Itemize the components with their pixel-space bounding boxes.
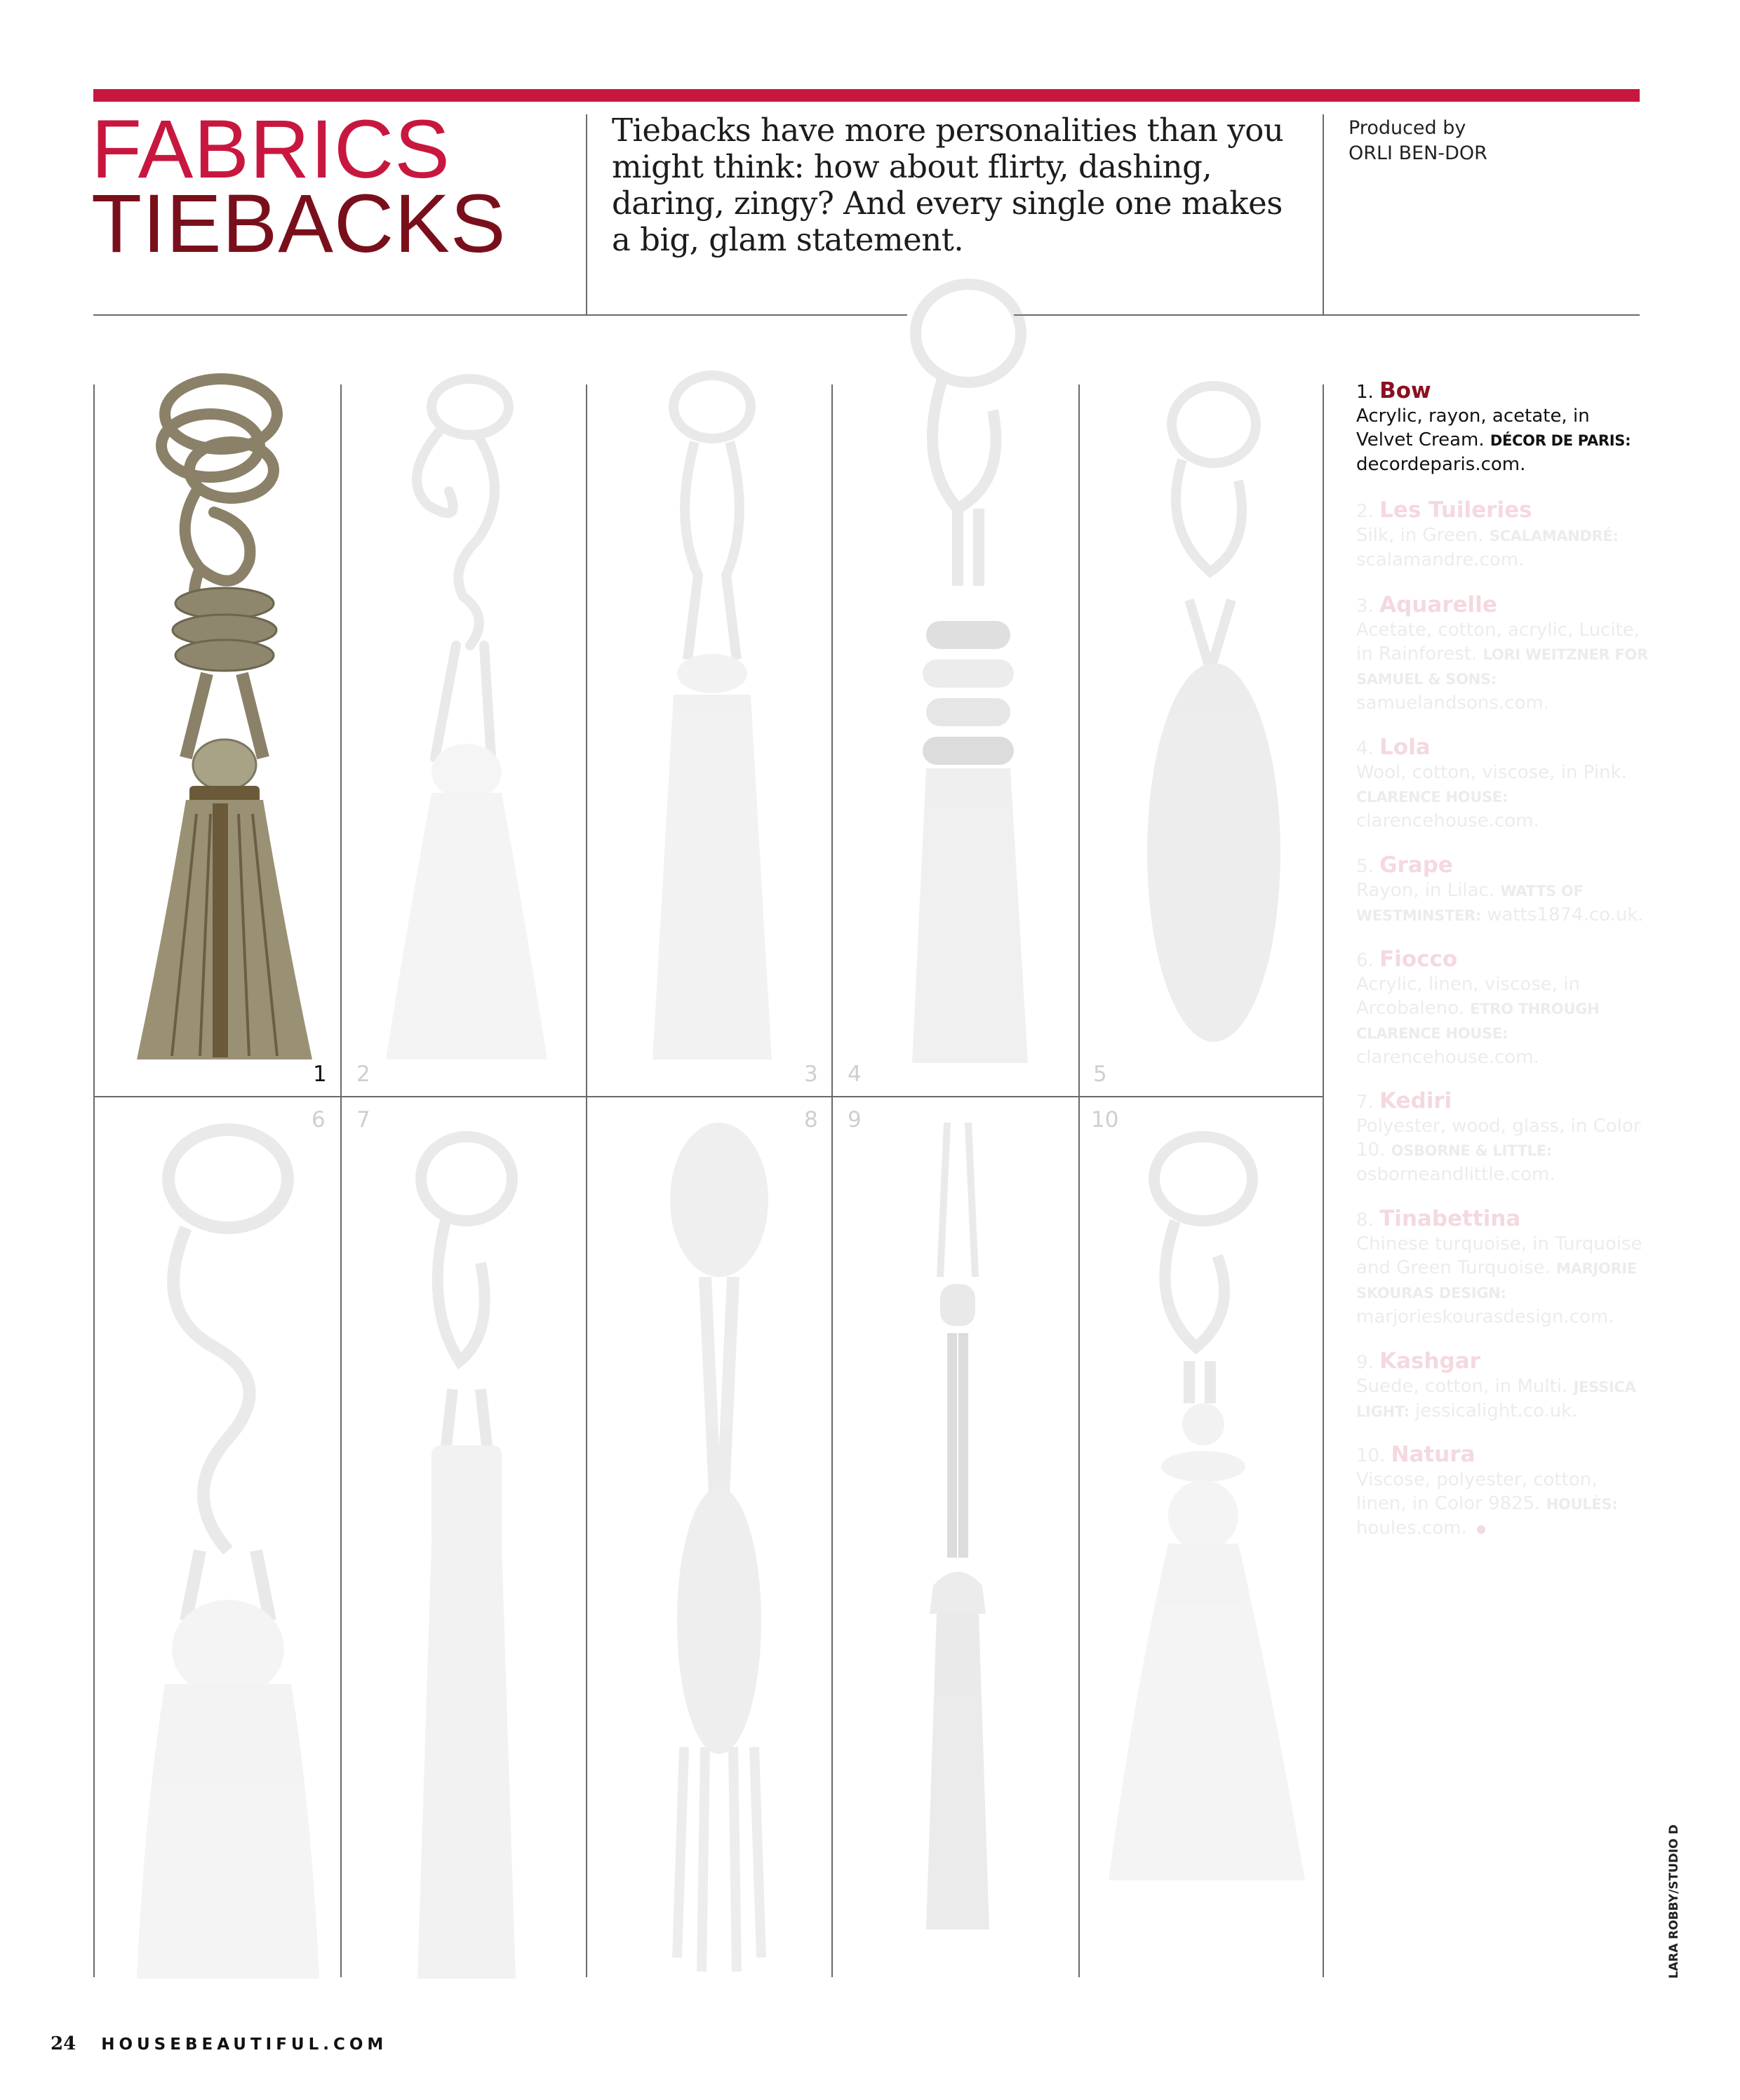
tieback-image-natura <box>1105 1123 1309 1880</box>
item-number: 3. <box>1356 596 1374 617</box>
item-name: Bow <box>1379 378 1431 403</box>
grid-number-1: 1 <box>313 1062 327 1087</box>
item-source: JESSICA LIGHT: <box>1356 1379 1636 1420</box>
item-description-3 <box>1356 593 1651 715</box>
item-number: 4. <box>1356 738 1374 759</box>
site-url[interactable]: HOUSEBEAUTIFUL.COM <box>101 2035 388 2054</box>
page-footer <box>51 2033 387 2054</box>
tieback-image-fiocco <box>123 1116 333 1979</box>
grid-col-rule-2 <box>586 384 587 1977</box>
item-url[interactable]: decordeparis.com. <box>1356 454 1526 475</box>
item-url[interactable]: jessicalight.co.uk. <box>1415 1400 1578 1422</box>
grid-number-8: 8 <box>804 1107 818 1132</box>
item-materials: Acrylic, linen, viscose, in Arcobaleno. <box>1356 974 1581 1019</box>
tieback-image-grape <box>1133 375 1294 1059</box>
item-materials: Wool, cotton, viscose, in Pink. <box>1356 762 1627 783</box>
tieback-image-aquarelle <box>631 365 793 1059</box>
item-source: DÉCOR DE PARIS: <box>1490 432 1631 449</box>
item-source: LORI WEITZNER FOR SAMUEL & SONS: <box>1356 646 1648 688</box>
end-mark-icon <box>1477 1525 1485 1534</box>
item-description-6 <box>1356 947 1651 1069</box>
tieback-image-bow <box>130 365 319 1059</box>
item-url[interactable]: marjorieskourasdesign.com. <box>1356 1306 1614 1327</box>
item-source: MARJORIE SKOURAS DESIGN: <box>1356 1260 1637 1302</box>
photo-credit: LARA ROBBY/STUDIO D <box>1667 1824 1681 1979</box>
item-url[interactable]: scalamandre.com. <box>1356 549 1525 570</box>
item-number: 2. <box>1356 501 1374 522</box>
item-description-9 <box>1356 1349 1651 1424</box>
item-materials: Polyester, wood, glass, in Color 10. <box>1356 1116 1641 1161</box>
grid-number-3: 3 <box>804 1062 818 1087</box>
item-url[interactable]: osborneandlittle.com. <box>1356 1164 1555 1185</box>
grid-number-6: 6 <box>312 1107 326 1132</box>
item-number: 1. <box>1356 382 1374 403</box>
header-bottom-rule-left <box>93 314 907 316</box>
grid-row-rule <box>93 1096 1324 1097</box>
item-name: Kashgar <box>1379 1349 1480 1374</box>
item-name: Kediri <box>1379 1088 1452 1113</box>
item-source: ETRO THROUGH CLARENCE HOUSE: <box>1356 1001 1600 1042</box>
item-materials: Viscose, polyester, cotton, linen, in Color 9825. <box>1356 1469 1598 1514</box>
header-bottom-rule-right <box>1014 314 1640 316</box>
item-number: 7. <box>1356 1092 1374 1113</box>
item-materials: Chinese turquoise, in Turquoise and Green Turquoise. <box>1356 1233 1642 1278</box>
item-url[interactable]: samuelandsons.com. <box>1356 693 1549 714</box>
page-title <box>91 103 507 270</box>
item-description-5 <box>1356 853 1651 928</box>
header-divider-right <box>1323 114 1324 314</box>
item-materials: Rayon, in Lilac. <box>1356 880 1495 901</box>
grid-col-rule-3 <box>831 384 833 1977</box>
header-divider-left <box>586 114 587 314</box>
item-url[interactable]: watts1874.co.uk. <box>1487 904 1644 925</box>
item-description-7 <box>1356 1089 1651 1186</box>
grid-number-10: 10 <box>1091 1107 1119 1132</box>
grid-number-2: 2 <box>356 1062 370 1087</box>
item-url[interactable]: houles.com. <box>1356 1518 1467 1539</box>
grid-col-rule-0 <box>93 384 95 1977</box>
page-number: 24 <box>51 2033 76 2054</box>
tieback-image-kashgar <box>909 1123 1007 1930</box>
item-number: 6. <box>1356 950 1374 971</box>
item-description-2 <box>1356 498 1651 572</box>
item-name: Tinabettina <box>1379 1206 1521 1231</box>
item-name: Grape <box>1379 852 1453 878</box>
tieback-image-tinabettina <box>649 1116 789 1979</box>
top-accent-bar <box>93 89 1640 102</box>
item-description-4 <box>1356 735 1651 833</box>
item-materials: Acetate, cotton, acrylic, Lucite, in Rainforest. <box>1356 620 1640 664</box>
item-source: WATTS OF WESTMINSTER: <box>1356 883 1584 924</box>
producer-credit <box>1348 116 1487 166</box>
page-title-line1: FABRICS <box>91 103 450 196</box>
tieback-image-lola <box>888 277 1049 1063</box>
item-materials: Acrylic, rayon, acetate, in Velvet Cream. <box>1356 406 1590 450</box>
item-url[interactable]: clarencehouse.com. <box>1356 810 1539 831</box>
item-number: 9. <box>1356 1352 1374 1373</box>
item-source: OSBORNE & LITTLE: <box>1391 1142 1552 1159</box>
item-name: Lola <box>1379 735 1431 760</box>
grid-number-9: 9 <box>848 1107 862 1132</box>
item-materials: Suede, cotton, in Multi. <box>1356 1376 1568 1397</box>
page-title-line2: TIEBACKS <box>91 178 507 270</box>
grid-col-rule-1 <box>340 384 342 1977</box>
item-name: Natura <box>1391 1442 1475 1467</box>
item-materials: Silk, in Green. <box>1356 525 1484 546</box>
grid-number-4: 4 <box>848 1062 862 1087</box>
item-url[interactable]: clarencehouse.com. <box>1356 1047 1539 1068</box>
grid-number-5: 5 <box>1093 1062 1107 1087</box>
item-description-10 <box>1356 1443 1651 1540</box>
item-name: Fiocco <box>1379 947 1458 972</box>
item-number: 10. <box>1356 1445 1386 1466</box>
intro-paragraph: Tiebacks have more personalities than you might think: how about flirty, dashing, daring, zingy? And every single one makes a big, glam statement. <box>612 112 1284 258</box>
tieback-image-les-tuileries <box>372 365 561 1059</box>
tieback-image-kediri <box>382 1123 551 1979</box>
grid-col-rule-4 <box>1078 384 1080 1977</box>
item-description-8 <box>1356 1207 1651 1329</box>
produced-by-label: Produced by <box>1348 117 1466 139</box>
item-source: SCALAMANDRÉ: <box>1489 528 1619 544</box>
grid-number-7: 7 <box>356 1107 370 1132</box>
item-number: 5. <box>1356 856 1374 877</box>
grid-col-rule-5 <box>1323 384 1324 1977</box>
item-name: Aquarelle <box>1379 592 1497 617</box>
item-name: Les Tuileries <box>1379 497 1532 523</box>
item-number: 8. <box>1356 1210 1374 1231</box>
item-description-1 <box>1356 379 1651 476</box>
item-source: CLARENCE HOUSE: <box>1356 789 1508 805</box>
produced-by-name: ORLI BEN-DOR <box>1348 142 1487 164</box>
item-source: HOULÈS: <box>1546 1496 1618 1513</box>
